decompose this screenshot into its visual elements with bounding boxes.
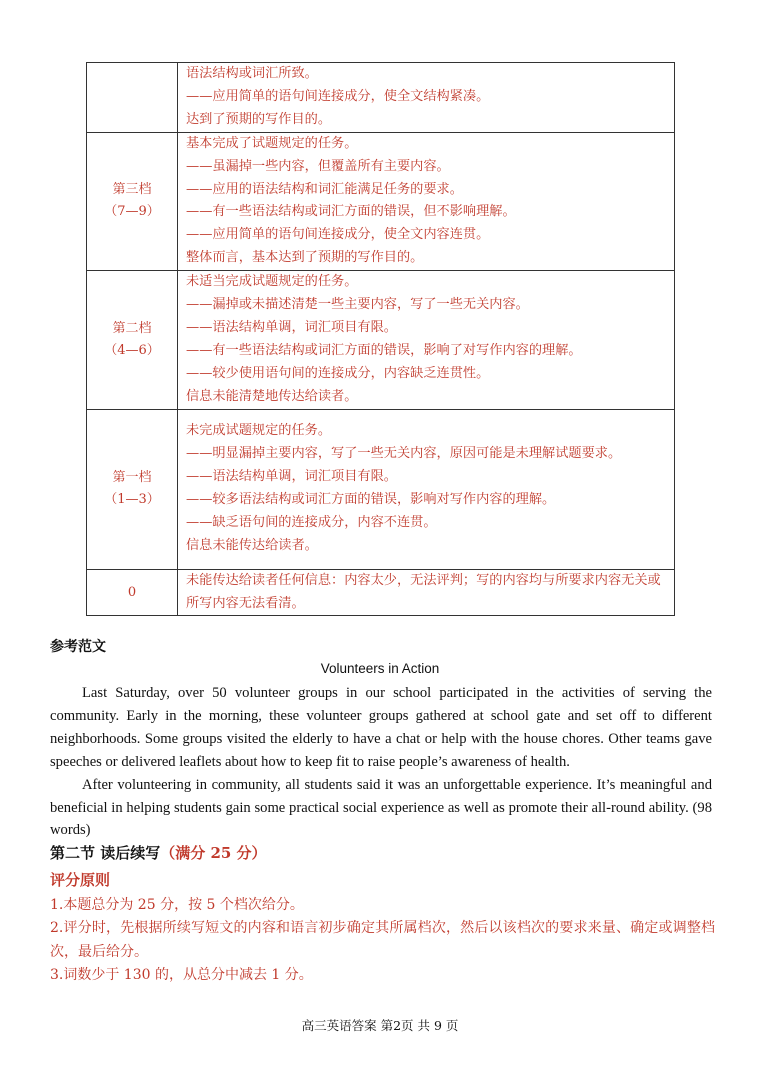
rubric-criterion-line: ——应用简单的语句间连接成分，使全文结构紧凑。: [186, 88, 490, 104]
rubric-criterion-line: 未能传达给读者任何信息：内容太少，无法评判；写的内容均与所要求内容无关或所写内容无法看清。: [186, 572, 661, 611]
rubric-criterion-line: 未完成试题规定的任务。: [186, 423, 332, 439]
rubric-row: [87, 271, 675, 409]
rules-list: [50, 894, 715, 988]
rubric-criterion-line: 整体而言，基本达到了预期的写作目的。: [186, 250, 424, 266]
reference-heading: 参考范文: [50, 639, 106, 655]
rubric-row: [87, 63, 675, 133]
rubric-description-cell: [178, 271, 675, 409]
section-title-main: 第二节 读后续写: [50, 844, 161, 862]
rubric-level-cell: [87, 409, 178, 569]
level-score-range: （4—6）: [104, 342, 160, 358]
essay-body: [50, 682, 712, 842]
section-title: [50, 842, 267, 863]
rubric-criterion-line: 语法结构或词汇所致。: [186, 66, 318, 81]
rubric-criterion-line: ——语法结构单调，词汇项目有限。: [186, 319, 397, 335]
rubric-criterion-line: ——应用的语法结构和词汇能满足任务的要求。: [186, 181, 463, 197]
essay-paragraph: Last Saturday, over 50 volunteer groups in our school participated in the activities of serving the community. Early in the morning, these volunteer groups gathered at school gate and set off to different neighborhoods. Some groups visited the elderly to have a chat or help with the house chores. Other teams gave speeches or delivered leaflets about how to keep fit to raise people’s awareness of health.: [50, 685, 712, 770]
essay-paragraph: After volunteering in community, all students said it was an unforgettable experience. It’s meaningful and beneficial in helping students gain some practical social experience as well as promote their all-round ability. (98 words): [50, 776, 712, 839]
rubric-criterion-line: 基本完成了试题规定的任务。: [186, 135, 358, 151]
rubric-criterion-line: ——有一些语法结构或词汇方面的错误，但不影响理解。: [186, 204, 516, 220]
rubric-level-cell: [87, 271, 178, 409]
rubric-criterion-line: ——有一些语法结构或词汇方面的错误，影响了对写作内容的理解。: [186, 342, 582, 358]
rubric-criterion-line: ——较多语法结构或词汇方面的错误，影响对写作内容的理解。: [186, 492, 556, 508]
rubric-criterion-line: 未适当完成试题规定的任务。: [186, 274, 358, 290]
rubric-criterion-line: ——缺乏语句间的连接成分，内容不连贯。: [186, 515, 437, 530]
level-name: 0: [127, 584, 137, 600]
rubric-description-cell: [178, 132, 675, 270]
rubric-row: [87, 569, 675, 616]
rubric-table: [86, 62, 675, 616]
rule-item: 3.词数少于 130 的，从总分中减去 1 分。: [50, 967, 313, 984]
rubric-row: [87, 409, 675, 569]
rule-item: 1.本题总分为 25 分，按 5 个档次给分。: [50, 897, 304, 913]
rubric-description-cell: [178, 63, 675, 133]
level-name: 第一档: [112, 470, 152, 486]
rule-item: 2.评分时，先根据所续写短文的内容和语言初步确定其所属档次，然后以该档次的要求来量、确定或调整档次，最后给分。: [50, 920, 715, 960]
rubric-level-cell: [87, 132, 178, 270]
rubric-criterion-line: ——语法结构单调，词汇项目有限。: [186, 469, 397, 485]
rubric-level-cell: [87, 569, 178, 616]
rubric-description-cell: [178, 409, 675, 569]
level-name: 第二档: [112, 320, 152, 336]
rubric-description-cell: [178, 569, 675, 616]
rubric-criterion-line: ——应用简单的语句间连接成分，使全文内容连贯。: [186, 227, 490, 243]
rubric-criterion-line: 信息未能传达给读者。: [186, 537, 318, 553]
rubric-criterion-line: ——虽漏掉一些内容，但覆盖所有主要内容。: [186, 158, 450, 174]
level-name: 第三档: [112, 182, 152, 198]
essay-title: Volunteers in Action: [320, 661, 440, 676]
rubric-criterion-line: ——漏掉或未描述清楚一些主要内容，写了一些无关内容。: [186, 297, 529, 313]
rubric-row: [87, 132, 675, 270]
rubric-level-cell: [87, 63, 178, 133]
rubric-criterion-line: ——明显漏掉主要内容，写了一些无关内容，原因可能是未理解试题要求。: [186, 446, 622, 462]
rubric-criterion-line: 达到了预期的写作目的。: [186, 111, 332, 127]
level-score-range: （7—9）: [104, 204, 160, 220]
page-footer: 高三英语答案 第2页 共 9 页: [301, 1018, 459, 1033]
level-score-range: （1—3）: [104, 492, 160, 508]
section-title-score: （满分 25 分）: [160, 844, 267, 862]
rubric-criterion-line: 信息未能清楚地传达给读者。: [186, 388, 358, 404]
principle-heading: 评分原则: [50, 871, 111, 889]
rubric-criterion-line: ——较少使用语句间的连接成分，内容缺乏连贯性。: [186, 365, 490, 381]
